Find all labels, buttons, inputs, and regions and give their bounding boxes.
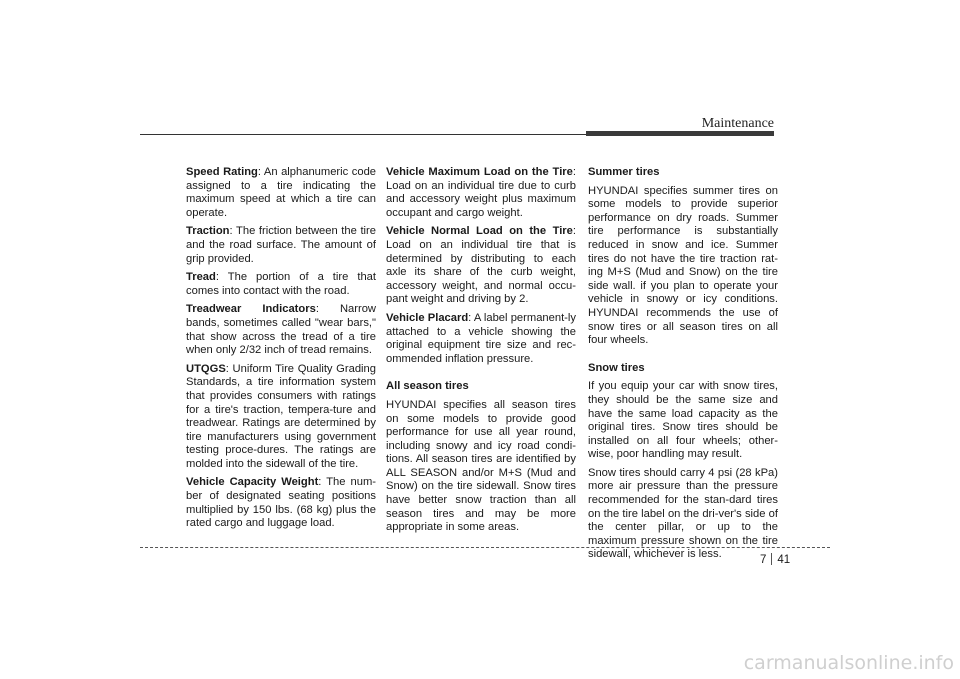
definition-text: : Uniform Tire Quality Grading Standards, a tire information system that provides consumers with ratings for a tire's traction, tempera-ture and treadwear. Ratings are determined by tire manufacturers using government testing proce-dures. The ratings are molded into the sidewall of the tire. xyxy=(186,362,376,470)
definition-text: : The friction between the tire and the road surface. The amount of grip provided. xyxy=(186,225,376,265)
definition-treadwear-indicators xyxy=(186,303,376,357)
definition-text: : The num-ber of designated seating positions multiplied by 150 lbs. (68 kg) plus the rated cargo and luggage load. xyxy=(186,476,376,530)
watermark: carmanualsonline.info xyxy=(743,652,954,674)
definition-vehicle-normal-load xyxy=(386,225,576,307)
term: Tread xyxy=(186,271,216,284)
definition-text: : A label permanent-ly attached to a vehicle showing the original equipment tire size and rec-ommended inflation pressure. xyxy=(386,311,576,365)
term: UTQGS xyxy=(186,362,226,375)
definition-traction xyxy=(186,225,376,266)
definition-vehicle-maximum-load xyxy=(386,166,576,220)
section-title: Maintenance xyxy=(701,116,774,131)
term: Vehicle Placard xyxy=(386,311,469,324)
definition-text: : Load on an individual tire due to curb and accessory weight plus maximum occupant and cargo weight. xyxy=(386,166,576,219)
summer-tires-text: HYUNDAI specifies summer tires on some models to provide superior performance on dry roads. Summer tire performance is substantially reduced in snow and ice. Summer tires do not have the tire traction rat-ing M+S (Mud and Snow) on the tire side wall. if you plan to operate your vehicle in snowy or icy conditions. HYUNDAI recommends the use of snow tires or all season tires on all four wheels. xyxy=(588,184,778,347)
definition-vehicle-capacity-weight xyxy=(186,476,376,530)
page-number xyxy=(760,553,790,566)
definition-text: : An alphanumeric code assigned to a tire indicating the maximum speed at which a tire can operate. xyxy=(186,166,377,219)
summer-tires-heading: Summer tires xyxy=(588,166,660,178)
snow-tires-text-1: If you equip your car with snow tires, they should be the same size and have the same load capacity as the original tires. Snow tires should be installed on all four wheels; other-wise, poor handling may result. xyxy=(588,380,778,461)
definition-utqgs xyxy=(186,363,376,472)
definition-text: : Narrow bands, sometimes called "wear bars," that show across the tread of a tire when only 2/32 inch of tread remains. xyxy=(186,303,376,357)
page-number-value: 41 xyxy=(777,554,791,566)
definition-speed-rating xyxy=(186,166,376,220)
column-3 xyxy=(588,166,778,567)
snow-tires-heading: Snow tires xyxy=(588,361,645,374)
term: Treadwear Indicators xyxy=(186,303,316,316)
page-number-divider xyxy=(771,553,772,565)
header-rule-accent xyxy=(586,131,774,136)
header-rule xyxy=(140,134,586,135)
all-season-heading: All season tires xyxy=(386,380,469,393)
term: Vehicle Maximum Load on the Tire xyxy=(386,166,573,178)
term: Speed Rating xyxy=(186,166,258,178)
definition-text: : Load on an individual tire that is determined by distributing to each axle its share of the curb weight, accessory weight, and normal occu-pant weight and driving by 2. xyxy=(386,225,576,306)
chapter-number: 7 xyxy=(760,554,767,566)
footer-rule xyxy=(140,547,830,548)
definition-vehicle-placard xyxy=(386,312,576,366)
snow-tires-text-2: Snow tires should carry 4 psi (28 kPa) more air pressure than the pressure recommended for the stan-dard tires on the tire label on the dri-ver's side of the center pillar, or up to the maximum pressure shown on the tire sidewall, whichever is less. xyxy=(588,466,778,561)
column-2 xyxy=(386,166,576,540)
term: Vehicle Normal Load on the Tire xyxy=(386,225,573,238)
column-1 xyxy=(186,166,376,536)
definition-text: : The portion of a tire that comes into contact with the road. xyxy=(186,271,376,297)
all-season-text: HYUNDAI specifies all season tires on some models to provide good performance for use all year round, including snowy and icy road condi-tions. All season tires are identified by ALL SEASON and/or M+S (Mud and Snow) on the tire sidewall. Snow tires have better snow traction than all season tires and may be more appropriate in some areas. xyxy=(386,398,576,534)
definition-tread xyxy=(186,271,376,298)
term: Vehicle Capacity Weight xyxy=(186,476,319,489)
term: Traction xyxy=(186,225,230,238)
